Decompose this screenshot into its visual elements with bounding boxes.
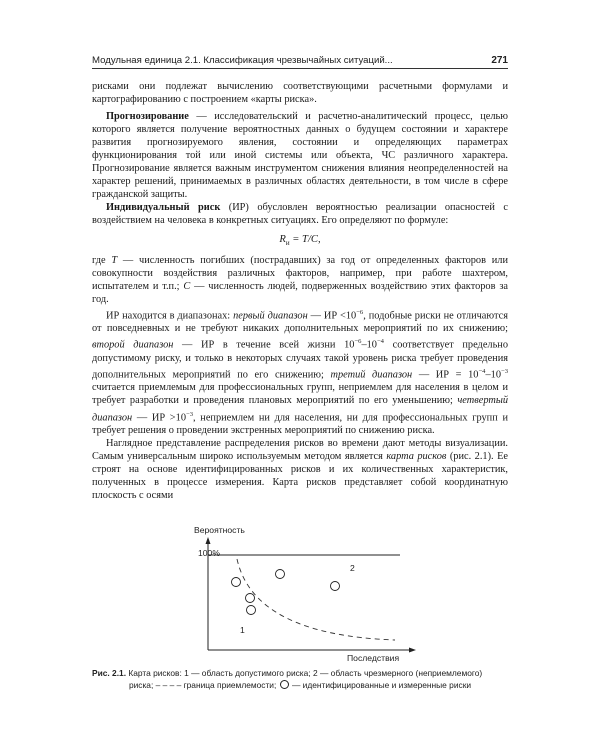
figure-caption: Рис. 2.1. Карта рисков: 1 — область допустимого риска; 2 — область чрезмерного (неприемлемого) риска; – – – – граница приемлемости; — идентифицированные и измеренные риски [92, 668, 508, 691]
risk-marker [331, 582, 340, 591]
y-axis-arrow [206, 537, 211, 544]
risk-marker [276, 570, 285, 579]
term-individual-risk: Индивидуальный риск [106, 202, 221, 214]
body-text [92, 80, 508, 502]
risk-map-figure [190, 522, 430, 664]
caption-label: Рис. 2.1. [92, 668, 127, 678]
circle-legend-icon [280, 680, 289, 689]
risk-marker [246, 594, 255, 603]
x-axis-arrow [409, 648, 416, 653]
paragraph-forecasting: Прогнозирование — исследовательский и расчетно-аналитический процесс, целью которого является получение вероятностных данных о будущем состоянии и характере развития прогнозируемого явления, состоянии и определяющих параметрах функционирования той или иной системы или объекта, ЧС различного характера. Прогнозирование является важным инструментом снижения влияния неопределенностей на характер решений, принимаемых в различных областях деятельности, в том числе в сфере гражданской защиты. [92, 111, 508, 201]
paragraph-definitions: где T — численность погибших (пострадавших) за год от определенных факторов или совокупности воздействия различных факторов, например, при работе шахтером, испытателем и т.п.; C — численность людей, подверженных воздействию этих факторов за год. [92, 254, 508, 305]
paragraph-1: рисками они подлежат вычислению соответствующими расчетными формулами и картографированию с построением «карты риска». [92, 81, 508, 106]
paragraph-risk-map: Наглядное представление распределения рисков во времени дают методы визуализации. Самым универсальным широко используемым методом является карта рисков (рис. 2.1). Ее строят на основе идентифицированных рисков и их количественных характеристик, полученных в процессе измерения. Карта рисков представляет собой координатную плоскость с осями [92, 438, 508, 502]
zone-2-label: 2 [350, 563, 355, 573]
caption-line-2: риска; – – – – граница приемлемости; — идентифицированные и измеренные риски [128, 679, 472, 690]
paragraph-ranges: ИР находится в диапазонах: первый диапазон — ИР $<10^{-6}$, подобные риски не отличаются от повседневных и не требуют никаких дополнительных мероприятий по их снижению; второй диапазон — ИР в течение всей жизни $10^{-6}-10^{-4}$ соответствует предельно допустимому риску, и только в некоторых случаях такой уровень риска требует проведения дополнительных мероприятий по его снижению; третий диапазон — ИР = $10^{-4}-10^{-3}$ считается приемлемым для профессиональных групп, неприемлем для населения в целом и требует разработки и проведения плановых мероприятий по его уменьшению; четвертый диапазон — ИР $>10^{-3}$, неприемлем ни для населения, ни для профессиональных групп и требует решения о проведении экстренных мероприятий по снижению риска. [92, 308, 509, 436]
risk-marker [232, 578, 241, 587]
page-number: 271 [491, 55, 508, 66]
term-risk-map: карта рисков [386, 451, 447, 463]
term-forecasting: Прогнозирование [106, 111, 189, 123]
zone-1-label: 1 [240, 625, 245, 635]
running-header [92, 50, 508, 66]
paragraph-individual-risk: Индивидуальный риск (ИР) обусловлен вероятностью реализации опасностей с воздействием на человека в конкретных ситуациях. Его определяют по формуле: [92, 202, 508, 227]
risk-marker [247, 606, 256, 615]
y-axis-label: Вероятность [194, 525, 245, 535]
acceptability-boundary [237, 559, 395, 640]
dash-legend-mark: – – – – [155, 679, 182, 690]
y-tick-label: 100% [198, 548, 220, 558]
running-title: Модульная единица 2.1. Классификация чрезвычайных ситуаций... [92, 55, 393, 66]
risk-map-diagram [190, 522, 430, 664]
x-axis-label: Последствия [347, 653, 400, 663]
formula: $R_и = T/C$, [279, 233, 321, 247]
header-rule [92, 68, 508, 69]
